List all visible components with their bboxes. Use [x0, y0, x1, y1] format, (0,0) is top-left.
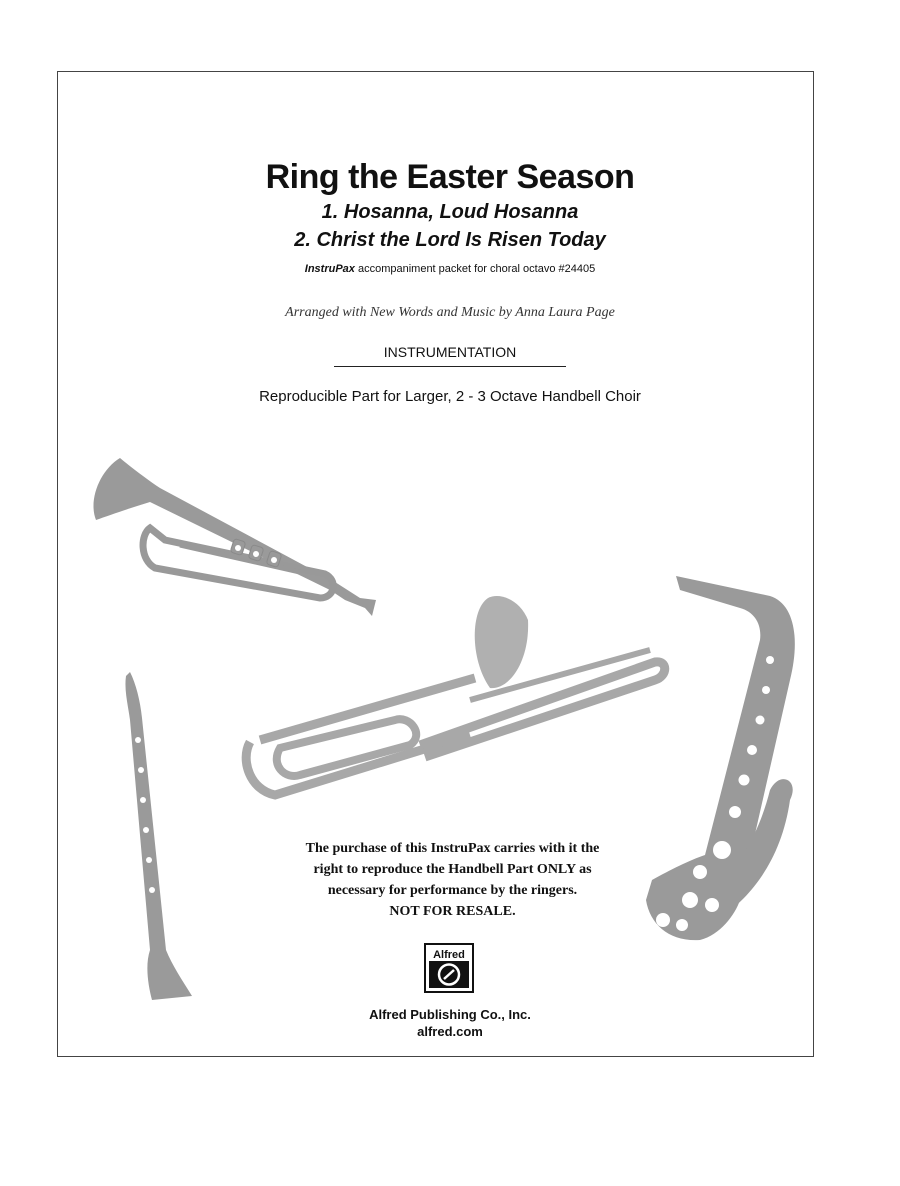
instrumentation-heading: INSTRUMENTATION	[383, 344, 517, 360]
instrumentation-line: Reproducible Part for Larger, 2 - 3 Octave Handbell Choir	[259, 388, 641, 405]
trombone-icon	[246, 596, 665, 795]
packet-text: accompaniment packet for choral octavo #24405	[354, 263, 596, 275]
clarinet-icon	[125, 672, 192, 1000]
subtitle-2: 2. Christ the Lord Is Risen Today	[294, 229, 606, 251]
subtitle-1: 1. Hosanna, Loud Hosanna	[321, 201, 579, 223]
notice-line-2: right to reproduce the Handbell Part ONLY as	[313, 862, 592, 877]
trumpet-icon	[93, 458, 376, 616]
notice-line-1: The purchase of this InstruPax carries with it the	[305, 841, 600, 856]
publisher-block	[0, 1006, 900, 1040]
title: Ring the Easter Season	[265, 158, 635, 196]
notice-line-4: NOT FOR RESALE.	[389, 904, 516, 919]
packet-brand: InstruPax	[304, 263, 355, 275]
alfred-logo-icon	[424, 943, 474, 993]
saxophone-icon	[646, 576, 795, 940]
notice-line-3: necessary for performance by the ringers.	[327, 883, 578, 898]
arranger-credit: Arranged with New Words and Music by Anna Laura Page	[285, 305, 615, 320]
reproduction-notice	[240, 838, 665, 922]
publisher-website[interactable]: alfred.com	[417, 1024, 483, 1039]
publisher-name: Alfred Publishing Co., Inc.	[369, 1007, 531, 1022]
logo-text: Alfred	[433, 949, 465, 961]
